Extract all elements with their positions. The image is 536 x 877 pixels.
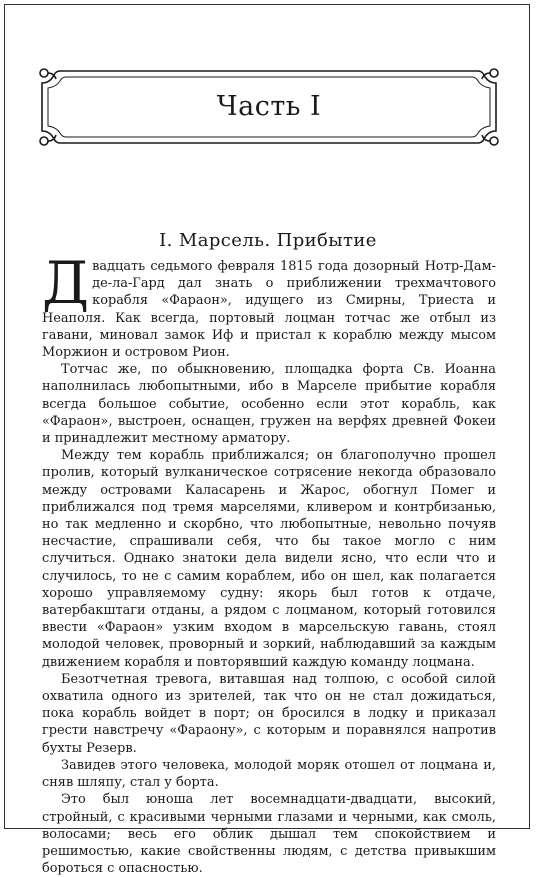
paragraph-6: Это был юноша лет восемнадцати-двадцати, высокий, стройный, с красивыми черными глазами и черными, как смоль, волосами; весь его облик дышал тем спокойствием и решимостью, какие свойственны людям, с детства привыкшим бороться с опасностью.: [42, 792, 496, 877]
ornamental-header-frame: [36, 65, 502, 149]
paragraph-1: [42, 249, 496, 361]
paragraph-4: Безотчетная тревога, витавшая над толпою, с особой силой охватила одного из зрителей, так что он не стал дожидаться, пока корабль войдет в порт; он бросился в лодку и приказал грести навстречу «Фараону», с которым и поравнялся напротив бухты Резерв.: [42, 671, 496, 756]
paragraph-2: Тотчас же, по обыкновению, площадка форта Св. Иоанна наполнилась любопытными, ибо в Марселе прибытие корабля всегда большое событие, особенно если этот корабль, как «Фараон», выстроен, оснащен, гружен на верфях древней Фокеи и принадлежит местному арматору.: [42, 362, 496, 447]
paragraph-3: Между тем корабль приближался; он благополучно прошел пролив, который вулканическое сотрясение некогда образовало между островами Каласарень и Жарос, обогнул Помег и приближался под тремя марселями, кливером и контрбизанью, но так медленно и скорбно, что любопытные, невольно почуяв несчастие, спрашивали себя, что бы такое могло с ним случиться. Однако знатоки дела видели ясно, что если что и случилось, то не с самим кораблем, ибо он шел, как полагается хорошо управляемому судну: якорь был готов к отдаче, ватербакштаги отданы, а рядом с лоцманом, который готовился ввести «Фараон» узким входом в марсельскую гавань, стоял молодой человек, проворный и зоркий, наблюдавший за каждым движением корабля и повторявший каждую команду лоцмана.: [42, 448, 496, 670]
drop-cap: Д: [42, 249, 90, 317]
paragraph-5: Завидев этого человека, молодой моряк отошел от лоцмана и, сняв шляпу, стал у борта.: [42, 757, 496, 791]
paragraph-text: вадцать седьмого февраля 1815 года дозорный Нотр-Дам-де-ла-Гард дал знать о приближении трехмачтового корабля «Фараон», идущего из Смирны, Триеста и Неаполя. Как всегда, портовый лоцман тотчас же отбыл из гавани, миновал замок Иф и пристал к кораблю между мысом Моржион и островом Рион.: [42, 259, 496, 361]
part-title: Часть I: [216, 91, 322, 122]
body-text: [42, 249, 496, 877]
chapter-title: I. Марсель. Прибытие: [159, 230, 377, 251]
